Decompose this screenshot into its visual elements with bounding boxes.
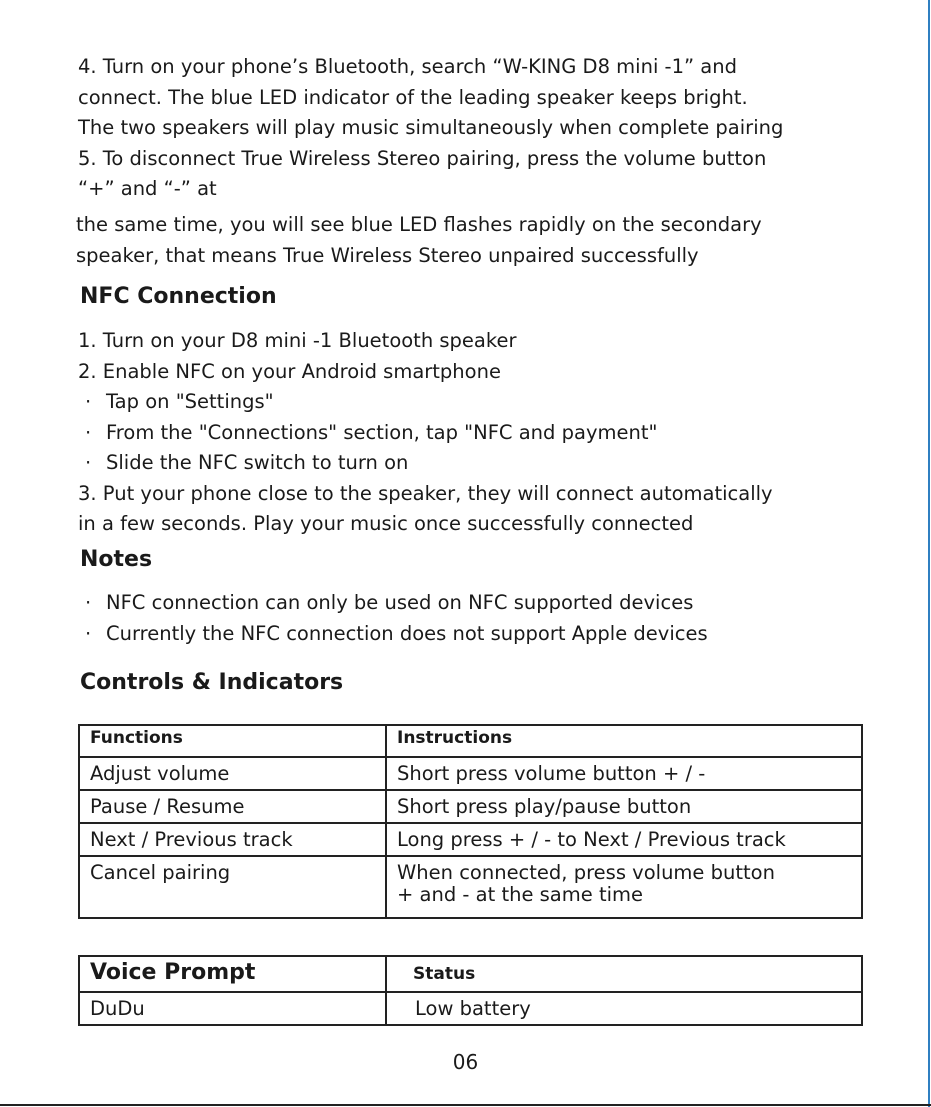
table-header-row	[79, 725, 862, 757]
function-cell: Adjust volume	[79, 757, 386, 790]
text-line: speaker, that means True Wireless Stereo unpaired successfully	[76, 243, 699, 267]
notes-list	[78, 588, 708, 649]
table-row	[79, 856, 862, 918]
table-row	[79, 790, 862, 823]
page-number: 06	[452, 1050, 479, 1074]
bullet-dot: ·	[85, 390, 92, 413]
table-row	[79, 823, 862, 856]
nfc-bullet-item	[78, 448, 773, 479]
instruction-cell: Short press play/pause button	[386, 790, 862, 823]
text-line: the same time, you will see blue LED flashes rapidly on the secondary	[76, 213, 762, 236]
text-line: 5. To disconnect True Wireless Stereo pairing, press the volume button	[78, 146, 767, 170]
bullet-dot: ·	[85, 621, 92, 645]
status-cell: Low battery	[386, 992, 862, 1025]
controls-table	[78, 724, 863, 919]
pairing-instructions-paragraph	[78, 52, 783, 205]
bullet-dot: ·	[85, 591, 92, 614]
instruction-line: When connected, press volume button	[397, 861, 775, 884]
controls-indicators-heading: Controls & Indicators	[80, 670, 344, 695]
bottom-margin-rule	[0, 1104, 931, 1106]
bullet-text: Currently the NFC connection does not support Apple devices	[106, 621, 708, 645]
bullet-text: Tap on "Settings"	[106, 390, 274, 413]
nfc-step: 2. Enable NFC on your Android smartphone	[78, 359, 501, 383]
nfc-step: 3. Put your phone close to the speaker, they will connect automatically	[78, 481, 773, 505]
text-line: connect. The blue LED indicator of the leading speaker keeps bright.	[78, 85, 748, 109]
text-line: The two speakers will play music simultaneously when complete pairing	[78, 116, 784, 139]
bullet-text: NFC connection can only be used on NFC supported devices	[106, 591, 694, 614]
instruction-cell	[386, 856, 862, 918]
instruction-cell: Short press volume button + / -	[386, 757, 862, 790]
table-header-row	[79, 956, 862, 992]
instruction-cell: Long press + / - to Next / Previous track	[386, 823, 862, 856]
bullet-dot: ·	[85, 420, 92, 444]
note-item	[78, 619, 708, 650]
nfc-connection-heading: NFC Connection	[80, 284, 277, 309]
column-header-functions: Functions	[79, 725, 386, 757]
function-cell: Next / Previous track	[79, 823, 386, 856]
instruction-line: + and - at the same time	[397, 883, 644, 906]
nfc-step: in a few seconds. Play your music once successfully connected	[78, 512, 694, 535]
table-row	[79, 992, 862, 1025]
notes-heading: Notes	[80, 547, 153, 572]
note-item	[78, 588, 708, 619]
column-header-voice-prompt: Voice Prompt	[79, 956, 386, 992]
nfc-bullet-item	[78, 418, 773, 449]
nfc-bullet-item	[78, 387, 773, 418]
right-margin-rule	[928, 0, 930, 1107]
voice-prompt-cell: DuDu	[79, 992, 386, 1025]
voice-prompt-table	[78, 955, 863, 1026]
nfc-step: 1. Turn on your D8 mini -1 Bluetooth speaker	[78, 329, 517, 352]
bullet-text: From the "Connections" section, tap "NFC and payment"	[106, 420, 658, 444]
nfc-steps	[78, 326, 773, 540]
function-cell: Pause / Resume	[79, 790, 386, 823]
column-header-instructions: Instructions	[386, 725, 862, 757]
table-row	[79, 757, 862, 790]
text-line: 4. Turn on your phone’s Bluetooth, search “W-KING D8 mini -1” and	[78, 55, 737, 78]
bullet-dot: ·	[85, 451, 92, 474]
column-header-status: Status	[386, 956, 862, 992]
unpair-instructions-paragraph	[76, 210, 762, 271]
function-cell: Cancel pairing	[79, 856, 386, 918]
text-line: “+” and “-” at	[78, 177, 217, 200]
bullet-text: Slide the NFC switch to turn on	[106, 451, 409, 474]
